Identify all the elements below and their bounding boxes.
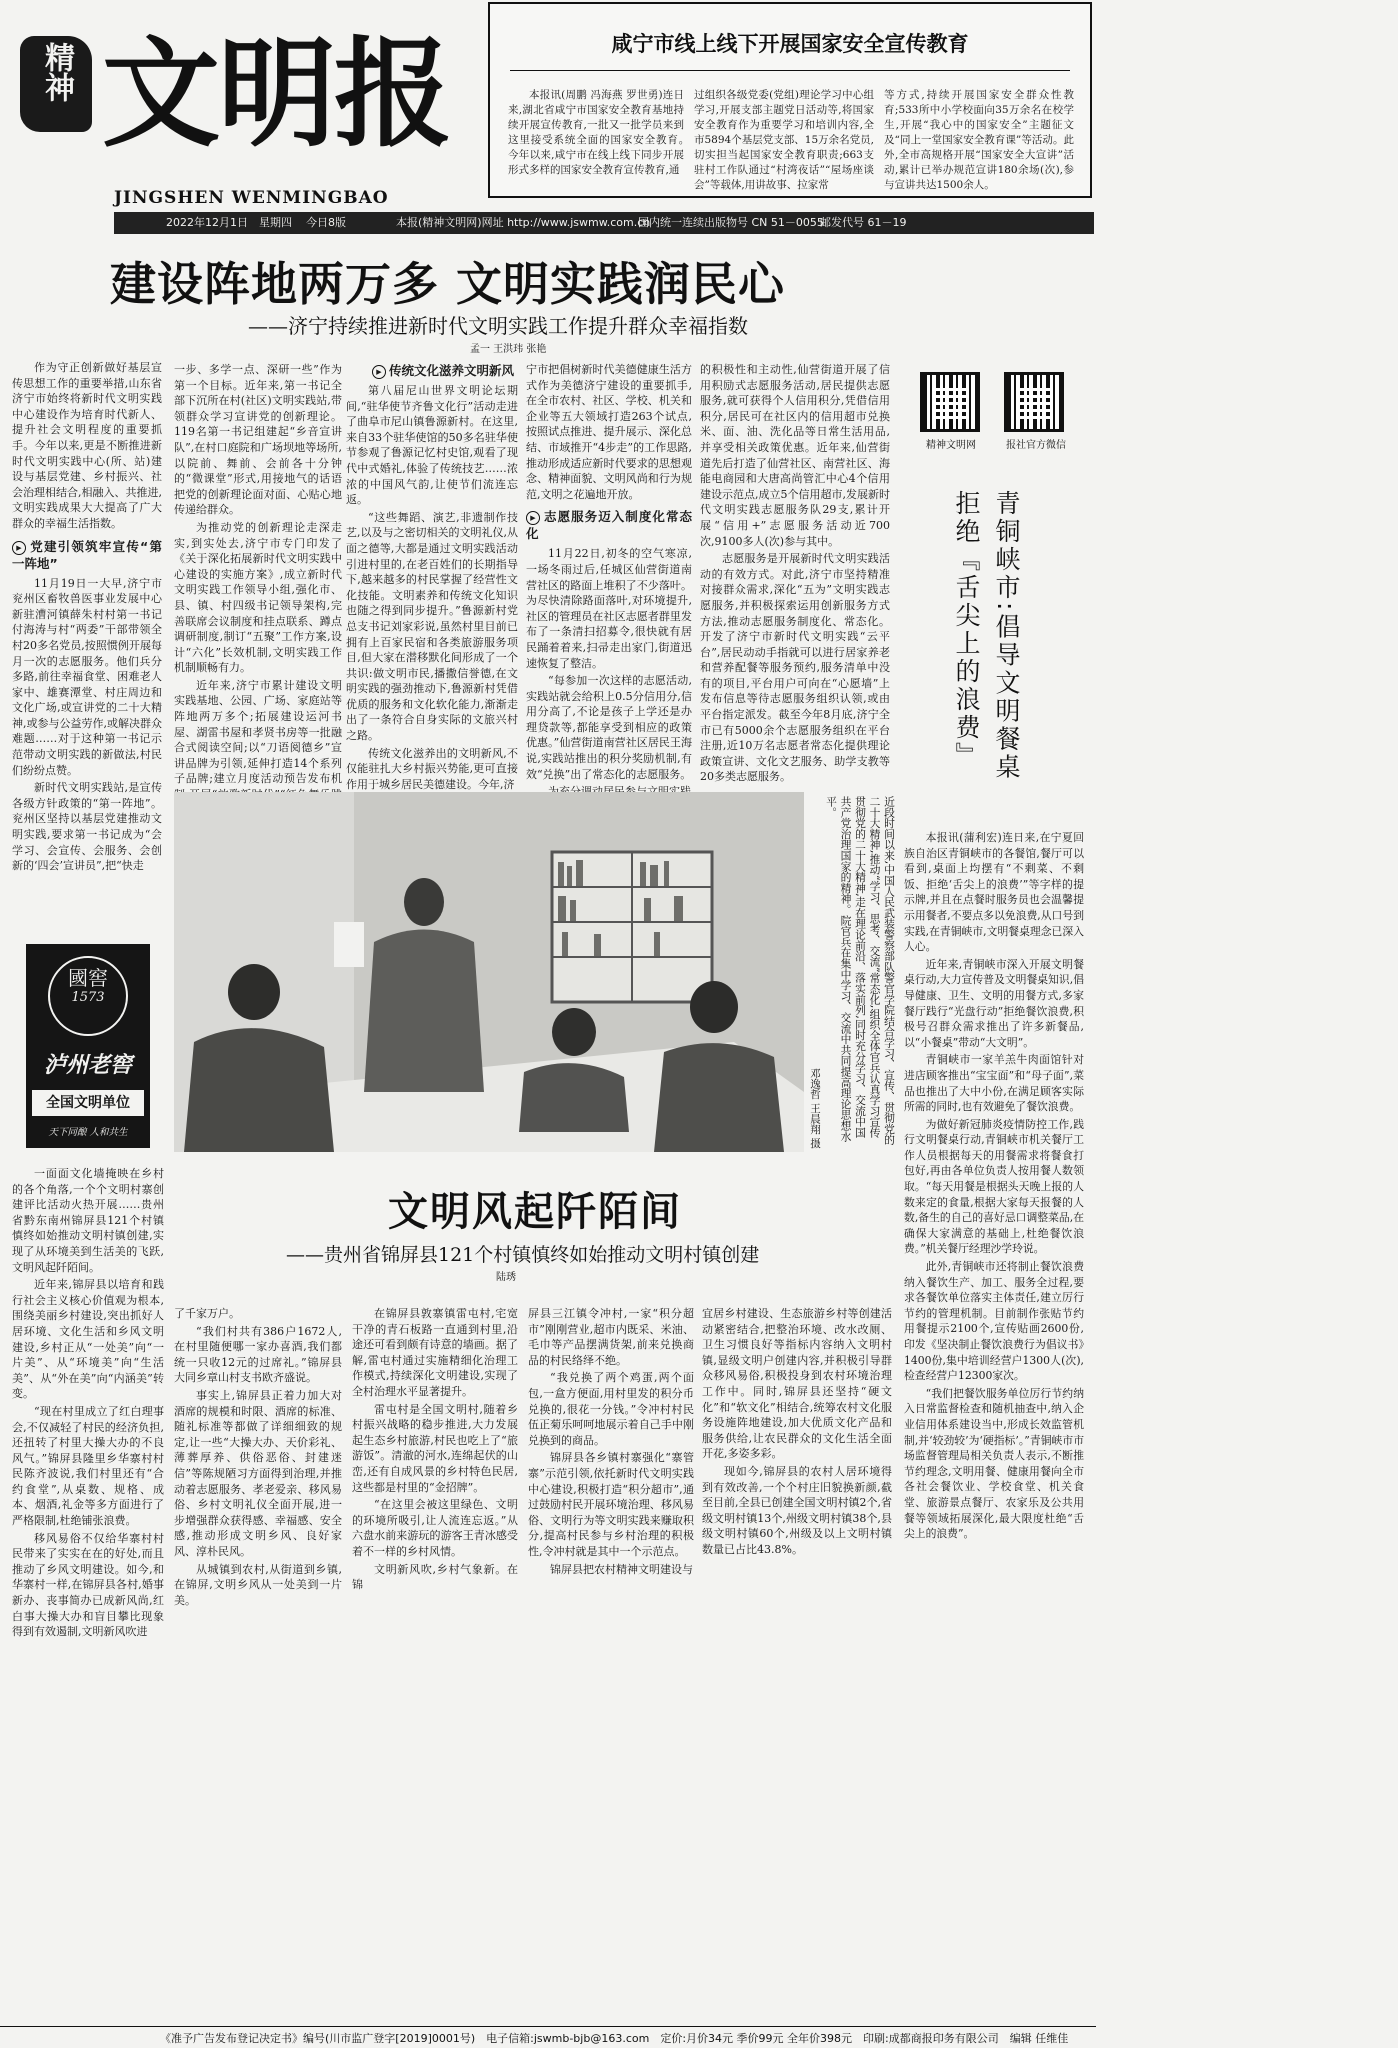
date-bar-date: 2022年12月1日 星期四 <box>166 216 292 229</box>
lead-c2-p2: 近年来,济宁市累计建设文明实践基地、公园、广场、家庭站等阵地两万多个;拓展建设运河书屋、湖雷书屋和孝贤书房等一批融合式阅读空间;以“刀语阅德乡”宣讲品牌为引领,延伸打造14个系列子品牌;建立月度活动预告发布机 <box>174 678 342 786</box>
bottom-c0-p1: 近年来,锦屏县以培育和践行社会主义核心价值观为根本,围绕美丽乡村建设,突出抓好人居环境、文化生活和乡风文明建设,乡村正从“一处美”向“一片美”、从“环境美”向“生活美”、从“外在美”向“内涵美”转变。 <box>12 1278 164 1401</box>
top-news-col1 <box>508 88 695 192</box>
brand-award <box>32 1090 144 1116</box>
lead-c3-p2: 传统文化滋养出的文明新风,不仅能驻扎大乡村振兴势能,更可直接作用于城乡居民美德建设。今年,济 <box>346 746 518 791</box>
footer-rule <box>0 2026 1096 2027</box>
lead-c2-p0: 一步、多学一点、深研一些”作为第一个目标。近年来,第一书记全部下沉所在村(社区)文明实践站,带领群众学习宣讲党的创新理论。119名第一书记组建起“乡音宣讲队”,在村口庭院和广场坝地等场所,以院前、舞前、会前各十分钟的“微课堂”形式,用接地气的话语把党的创新理论面对面、心贴心地传递给群众。 <box>174 363 342 517</box>
top-news-col2-text: 过组织各级党委(党组)理论学习中心组学习,开展支部主题党日活动等,将国家安全教育作为重要学习和培训内容,全市5894个基层党支部、15万余名党员,切实担当起国家安全教育职责;663支驻村工作队通过“村湾夜话”“屋场座谈会”等载体,用讲故事、拉家常 <box>694 89 874 191</box>
lead-subhead-4-text: 志愿服务迈入制度化常态化 <box>526 509 692 542</box>
lead-subtitle: ——济宁持续推进新时代文明实践工作提升群众幸福指数 <box>248 314 748 338</box>
right-story-p1: 近年来,青铜峡市深入开展文明餐桌行动,大力宣传普及文明餐桌知识,倡导健康、卫生、文明的用餐方式,多家餐厅践行“光盘行动”拒绝餐饮浪费,积极号召群众需求推出了许多新餐品,以“小餐桌”带动“大文明”。 <box>904 957 1084 1049</box>
bottom-subtitle: ——贵州省锦屏县121个村镇慎终如始推动文明村镇创建 <box>286 1244 760 1266</box>
qr-label-2: 报社官方微信 <box>1006 440 1066 451</box>
right-story-p0: 本报讯(蒲利宏)连日来,在宁夏回族自治区青铜峡市的各餐馆,餐厅可以看到,桌面上均摆有“不剩菜、不剩饭、拒绝‘舌尖上的浪费’”等字样的提示牌,并且在点餐时服务员也会温馨提示用餐者,不要点多以免浪费,从口号到实践,在青铜峡市,文明餐桌理念已深入人心。 <box>904 831 1084 954</box>
brand-award-text: 全国文明单位 <box>46 1095 130 1111</box>
qr-code-icon[interactable] <box>920 372 980 432</box>
bottom-c4-p1: 现如今,锦屏县的农村人居环境得到有效改善,一个个村庄旧貌换新颜,截至目前,全县已创建全国文明村镇2个,省级文明村镇13个,州级文明村镇38个,县级文明村镇60个,州级及以上文明村镇数量已占比43.8%。 <box>702 1464 892 1556</box>
lead-c3-p0: 第八届尼山世界文明论坛期间,“驻华使节齐鲁文化行”活动走进了曲阜市尼山镇鲁源新村。在这里,来自33个驻华使馆的50多名驻华使节参观了鲁源记忆村史馆,观看了现代中式婚礼,体验了传统技艺……浓浓的中国风气韵,让使节们流连忘返。 <box>346 384 518 507</box>
bottom-c3-p0: 屏县三江镇令冲村,一家“积分超市”刚刚营业,超市内既采、米油、毛巾等产品摆满货架,前来兑换商品的村民络绎不绝。 <box>528 1307 694 1367</box>
date-bar-cn: 国内统一连续出版物号 CN 51－0055 <box>638 216 824 229</box>
bottom-c1-p0: 了千家万户。 <box>174 1307 240 1320</box>
top-news-divider <box>510 70 1070 71</box>
lead-c5-p0: 的积极性和主动性,仙营街道开展了信用积励式志愿服务活动,居民提供志愿服务,就可获得个人信用积分,凭借信用积分,居民可在社区内的信用超市兑换米、面、油、洗化品等日常生活用品,并享受相关政策优惠。近年来,仙营街道先后打造了仙营社区、南营社区、海能电商园和大唐高尚管汇中心4个信用建设示范点,成立5个信用超市,发展新时代文明实践志愿服务队29支,累计开展“信用+”志愿服务活动近700次,9100多人(次)参与其中。 <box>700 363 890 548</box>
lead-c4-p0: 宁市把倡树新时代美德健康生活方式作为美德济宁建设的重要抓手,在全市农村、社区、学校、机关和企业等五大领域打造263个试点,按照试点推进、提升展示、深化总结、市域推开“4步走”的工作思路,推动形成适应新时代要求的思想观念、精神面貌、文明风尚和行为规范,文明之花遍地开放。 <box>526 363 692 501</box>
photo-caption-tail: 院官兵在集中学习、交流中共同提高理论思想水平。 <box>825 796 853 1142</box>
lead-title: 建设阵地两万多 文明实践润民心 <box>110 257 786 311</box>
brand-seal-num: 1573 <box>71 990 105 1005</box>
top-news-col3 <box>884 88 1074 192</box>
masthead-logo-big: 文明报 <box>102 24 451 163</box>
date-bar-postal: 邮发代号 61－19 <box>820 216 907 229</box>
news-photo-svg <box>174 792 804 1152</box>
triangle-icon: ▶ <box>526 511 540 525</box>
lead-byline: 孟一 王洪玮 张艳 <box>470 344 547 355</box>
brand-ad[interactable] <box>26 944 150 1148</box>
bottom-c0-p2: “现在村里成立了红白理事会,不仅减轻了村民的经济负担,还扭转了村里大操大办的不良风气。”锦屏县隆里乡华寨村村民陈齐波说,我们村里还有“合约食堂”,从桌数、规格、成本、烟酒,礼金等多方面进行了严格限制,杜绝铺张浪费。 <box>12 1404 164 1528</box>
bottom-byline: 陆琇 <box>496 1272 516 1283</box>
right-story-title-1: 青铜峡市:倡导文明餐桌 <box>992 490 1021 782</box>
lead-c2-p1: 为推动党的创新理论走深走实,到实处去,济宁市专门印发了《关于深化拓展新时代文明实践中心建设的实施方案》,成立新时代文明实践工作领导小组,强化市、县、镇、村四级书记领导架构,完善联席会议制度和挂点联系、蹲点调研制度,制订“五聚”工作方案,设计“六化”长效机制,文明实践工作机制顺畅有力。 <box>174 520 342 675</box>
bottom-c2-p1: 雷屯村是全国文明村,随着乡村振兴战略的稳步推进,大力发展起生态乡村旅游,村民也吃上了“旅游饭”。清澈的河水,连绵起伏的山峦,还有自成风景的乡村特色民居,这些都是村里的“金招牌”。 <box>352 1402 518 1494</box>
lead-c1b-p1: 新时代文明实践站,是宣传各级方针政策的“第一阵地”。兖州区坚持以基层党建推动文明实践,要求第一书记成为“会学习、会宣传、会服务、会创新的‘四会’宣讲员”,把“快走 <box>12 781 162 873</box>
bottom-col-1 <box>174 1306 342 2006</box>
bottom-col-2 <box>352 1306 518 2006</box>
masthead-logo-stamp <box>20 36 92 132</box>
lead-col-5 <box>700 362 890 784</box>
lead-col-4 <box>526 362 692 781</box>
bottom-c0-p3: 移风易俗不仅给华寨村村民带来了实实在在的好处,而且推动了乡风文明建设。如今,和华寨村一样,在锦屏县各村,婚事新办、丧事简办已成新风尚,红白事大操大办和盲目攀比现象得到有效遏制,文明新风吹进 <box>12 1531 164 1639</box>
bottom-c1-p3: 从城镇到农村,从街道到乡镇,在锦屏,文明乡风从一处美到一片美。 <box>174 1562 342 1607</box>
lead-c3-p1: “这些舞蹈、演艺,非遗制作技艺,以及与之密切相关的文明礼仪,从面之德等,大都是通过文明实践活动引进村里的,在老百姓们的长期指导下,越来越多的村民掌握了经营性文化技能。文明素养和传统文化知识也随之得到同步提升。”鲁源新村党总支书记刘家彩说,虽然村里目前已拥有上百家民宿和各类旅游服务项目,但大家在潜移默化间形成了一个共识:做文明市民,播撒信誉德,在文明实践的强劲推动下,鲁源新村凭借优质的服务和文化软化能力,渐渐走出了一条符合自身实际的文旅兴村之路。 <box>346 510 518 743</box>
lead-subhead-1-text: 党建引领筑牢宣传“第一阵地” <box>12 538 162 571</box>
right-story-title-2: 拒绝『舌尖上的浪费』 <box>952 490 981 770</box>
bottom-c1-p2: 事实上,锦屏县正着力加大对酒席的规模和时限、酒席的标准、随礼标准等都做了详细细致的规定,让一些“大操大办、天价彩礼、薄葬厚养、供俗恶俗、封建迷信”等陈规陋习方面得到治理,并推动着志愿服务、孝老爱亲、移风易俗、乡村文明礼仪全面开展,进一步增强群众获得感、幸福感、安全感,推动形成文明乡风、良好家风、淳朴民风。 <box>174 1388 342 1558</box>
bottom-c1-p1: “我们村共有386户1672人,在村里随便哪一家办喜酒,我们都统一只收12元的过席礼。”锦屏县大同乡章山村支书欧齐盛说。 <box>174 1324 342 1385</box>
footer-text: 《准予广告发布登记决定书》编号(川市监广登字[2019]0001号) 电子信箱:jswmb-bjb@163.com 定价:月价34元 季价99元 全年价398元 印刷:成都商报印务有限公司 编辑 任维佳 <box>160 2032 1069 2045</box>
lead-c5-p1: 志愿服务是开展新时代文明实践活动的有效方式。对此,济宁市坚持精准对接群众需求,深化“五为”文明实践志愿服务,并积极探索运用创新服务方式方法,推动志愿服务制度化、常态化。开发了济宁市新时代文明实践“云平台”,居民动动手指就可以进行居家养老和营养配餐等服务预约,服务清单中没有的项目,平台用户可向在“心愿墙”上发布信息等待志愿服务组织认领,或由平台指定派发。截至今年8月底,济宁全市已有5000余个志愿服务组织在平台注册,近10万名志愿者常态化提供理论政策宣讲、文化文艺服务、助学支教等20多类志愿服务。 <box>700 552 890 784</box>
top-news-col3-text: 等方式,持续开展国家安全群众性教育;533所中小学校面向35万余名在校学生,开展“我心中的国家安全”主题征文及“同上一堂国家安全教育课”等活动。此外,全市高规格开展“国家安全大宣讲”活动,累计已举办规范宣讲180余场(次),参与宣讲共达1500余人。 <box>884 89 1074 191</box>
date-bar <box>114 212 1094 234</box>
brand-name: 泸州老窖 <box>43 1052 132 1078</box>
bottom-c2-p2: “在这里会被这里绿色、文明的环境所吸引,让人流连忘返。”从六盘水前来游玩的游客王青冰感受着不一样的乡村风情。 <box>352 1498 518 1558</box>
news-photo <box>174 792 804 1152</box>
top-news-box <box>488 2 1092 198</box>
lead-subhead-1 <box>12 538 162 572</box>
right-story-p4: 此外,青铜峡市还将制止餐饮浪费纳入餐饮生产、加工、服务全过程,要求各餐饮单位落实主体责任,建立厉行节约的管理机制。目前制作张贴节约用餐提示2100个,宣传贴画2600份,印发《坚决制止餐饮浪费行为倡议书》1400份,集中培训经营户1300人(次),检查经营户12300家次。 <box>904 1260 1084 1383</box>
bottom-c3-p2: 锦屏县各乡镇村寨强化“寨管寨”示范引领,依托新时代文明实践中心建设,积极打造“积分超市”,通过鼓励村民开展环境治理、移风易俗、文明行为等文明实践来赚取积分,提高村民参与乡村治理的积极性,令冲村就是其中一个示范点。 <box>528 1451 694 1558</box>
top-news-title: 咸宁市线上线下开展国家安全宣传教育 <box>611 32 969 56</box>
qr-label-1: 精神文明网 <box>926 440 976 451</box>
lead-col-1 <box>12 360 162 873</box>
brand-slogan: 天下同酿 人和共生 <box>48 1127 128 1138</box>
date-bar-publisher: 本报(精神文明网)网址 http://www.jswmw.com.cn <box>396 216 651 229</box>
lead-c1-p0: 作为守正创新做好基层宣传思想工作的重要举措,山东省济宁市始终将新时代文明实践中心建设作为培育时代新人、提升社会文明程度的重要抓手。今年以来,更是不断推进新时代文明实践中心(所、站)建设与基层党建、乡村振兴、社会治理相结合,相融入、共推进,文明实践成果大大提高了广大群众的幸福生活指数。 <box>12 361 162 530</box>
lead-c4b-p1: “每参加一次这样的志愿活动,实践站就会给积上0.5分信用分,信用分高了,不论是孩子上学还是办理贷款等,都能享受到相应的政策优惠。”仙营街道南营社区居民王海说,实践站推出的积分奖励机制,有效“兑换”出了常态化的志愿服务。 <box>526 674 692 781</box>
qr-code-icon[interactable] <box>1004 372 1064 432</box>
lead-subhead-4 <box>526 508 692 542</box>
triangle-icon: ▶ <box>372 365 386 379</box>
right-story-p5: “我们把餐饮服务单位厉行节约纳入日常监督检查和随机抽查中,纳入企业信用体系建设当中,形成长效监管机制,并‘较劲较’为‘硬指标’。”青铜峡市市场监督管理局相关负责人表示,不断推节约理念,文明用餐、健康用餐向全市各社会餐饮业、学校食堂、机关食堂、旅游景点餐厅、农家乐及公共用餐等领域拓展深化,最大限度杜绝“舌尖上的浪费”。 <box>904 1386 1084 1541</box>
top-news-col2 <box>694 88 874 192</box>
bottom-c3-p1: “我兑换了两个鸡蛋,两个面包,一盒方便面,用村里发的积分币兑换的,很花一分钱。”令冲村村民伍正菊乐呵呵地展示着自己手中刚兑换到的商品。 <box>528 1371 694 1447</box>
lead-col-2 <box>174 362 342 786</box>
bottom-c0-p0: 一面面文化墙掩映在乡村的各个角落,一个个文明村寨创建评比活动火热开展……贵州省黔东南州锦屏县121个村镇慎终如始推动文明村镇创建,实现了从环境美到生活美的飞跃,文明风起阡陌间。 <box>12 1167 164 1274</box>
bottom-col-0 <box>12 1166 164 2004</box>
lead-col-3 <box>346 362 518 791</box>
masthead-pinyin: JINGSHEN WENMINGBAO <box>114 188 389 208</box>
triangle-icon: ▶ <box>12 541 26 555</box>
bottom-c3-p3: 锦屏县把农村精神文明建设与 <box>550 1562 693 1576</box>
photo-credit: 邓逸哲 王晨翔 摄 <box>809 1068 821 1149</box>
bottom-col-3 <box>528 1306 694 2006</box>
top-news-col1-text: 本报讯(周鹏 冯海燕 罗世勇)连日来,湖北省咸宁市国家安全教育基地持续开展宣传教育,一批又一批学员来到这里接受系统全面的国家安全教育。 今年以来,咸宁市在线上线下同步开展形式多样的国家安全教育宣传教育,通 <box>508 89 695 176</box>
bottom-c4-p0: 宜居乡村建设、生态旅游乡村等创建活动紧密结合,把整治环境、改水改厕、卫生习惯良好等指标内容纳入文明村镇,显级文明户创建内容,并积极引导群众移风易俗,积极投身到农村环境治理工作中。同时,锦屏县还坚持“硬文化”和“软文化”相结合,统筹农村文化服务设施阵地建设,加大优质文化产品和服务供给,让农民群众的文化生活全面开花,多姿多彩。 <box>702 1307 892 1461</box>
photo-caption-text: 近段时间以来,中国人民武装警察部队警官学院结合学习、宣传、贯彻党的二十大精神,推动“学习、思考、交流”常态化,组织全体官兵认真学习宣传贯彻党的二十大精神,走在理论前沿、落实前列,同时充分学习、交流中国共产党治理国家的精神。 <box>839 796 896 1146</box>
lead-subhead-3-text: 传统文化滋养文明新风 <box>389 363 515 378</box>
qr-block <box>912 372 1088 452</box>
brand-seal <box>48 956 128 1036</box>
lead-c4b-p0: 11月22日,初冬的空气寒凉,一场冬雨过后,任城区仙营街道南营社区的路面上堆积了不少落叶。为尽快清除路面落叶,对环境提升,社区的管理员在社区志愿者群里发布了一条清扫招募令,很快就有居民踊着着来,扫帚走出家门,街道迅速恢复了整洁。 <box>526 547 692 670</box>
bottom-c2-p0: 在锦屏县敦寨镇雷屯村,宅宽干净的青石板路一直通到村里,沿途还可看到颇有诗意的墙画。据了解,雷屯村通过实施精细化治理工作模式,持续深化文明建设,实现了全村治理水平显著提升。 <box>352 1307 518 1398</box>
right-story-body <box>904 830 1084 1998</box>
bottom-title: 文明风起阡陌间 <box>388 1189 682 1235</box>
lead-c1b-p0: 11月19日一大早,济宁市兖州区畜牧兽医事业发展中心新驻漕河镇薛朱村村第一书记付海涛与村“两委”干部带领全村20多名党员,按照惯例开展每月一次的志愿服务。他们兵分多路,前往幸福食堂、困难老人家中、雄赛潭堂、村庄周边和文化广场,或宣讲党的二十大精神,或参与公益劳作,或解决群众难题……对于这种第一书记示范带动文明实践的新做法,村民们纷纷点赞。 <box>12 576 162 777</box>
date-bar-pages: 今日8版 <box>306 216 346 229</box>
bottom-c2-p3: 文明新风吹,乡村气象新。在锦 <box>352 1562 518 1592</box>
masthead-logo-small: 精神 <box>39 42 74 102</box>
right-story-p3: 为做好新冠肺炎疫情防控工作,践行文明餐桌行动,青铜峡市机关餐厅工作人员根据每天的用餐需求将餐食打包好,再由各单位负责人按用餐人数领取。“每天用餐是根据头天晚上报的人数来定的食量,根据大家每天报餐的人数,备生的自己的喜好忌口调整菜品,在确保大家满意的基础上,杜绝餐饮浪费。”机关餐厅经理沙学玲说。 <box>904 1117 1084 1256</box>
masthead <box>14 24 484 208</box>
brand-seal-top: 國窖 <box>68 966 108 990</box>
bottom-col-4 <box>702 1306 892 2006</box>
lead-subhead-3 <box>346 362 518 379</box>
right-story-p2: 青铜峡市一家羊羔牛肉面馆针对进店顾客推出“宝宝面”和“母子面”,菜品也推出了大中小份,在满足顾客实际所需的同时,也有效避免了餐饮浪费。 <box>904 1053 1084 1114</box>
